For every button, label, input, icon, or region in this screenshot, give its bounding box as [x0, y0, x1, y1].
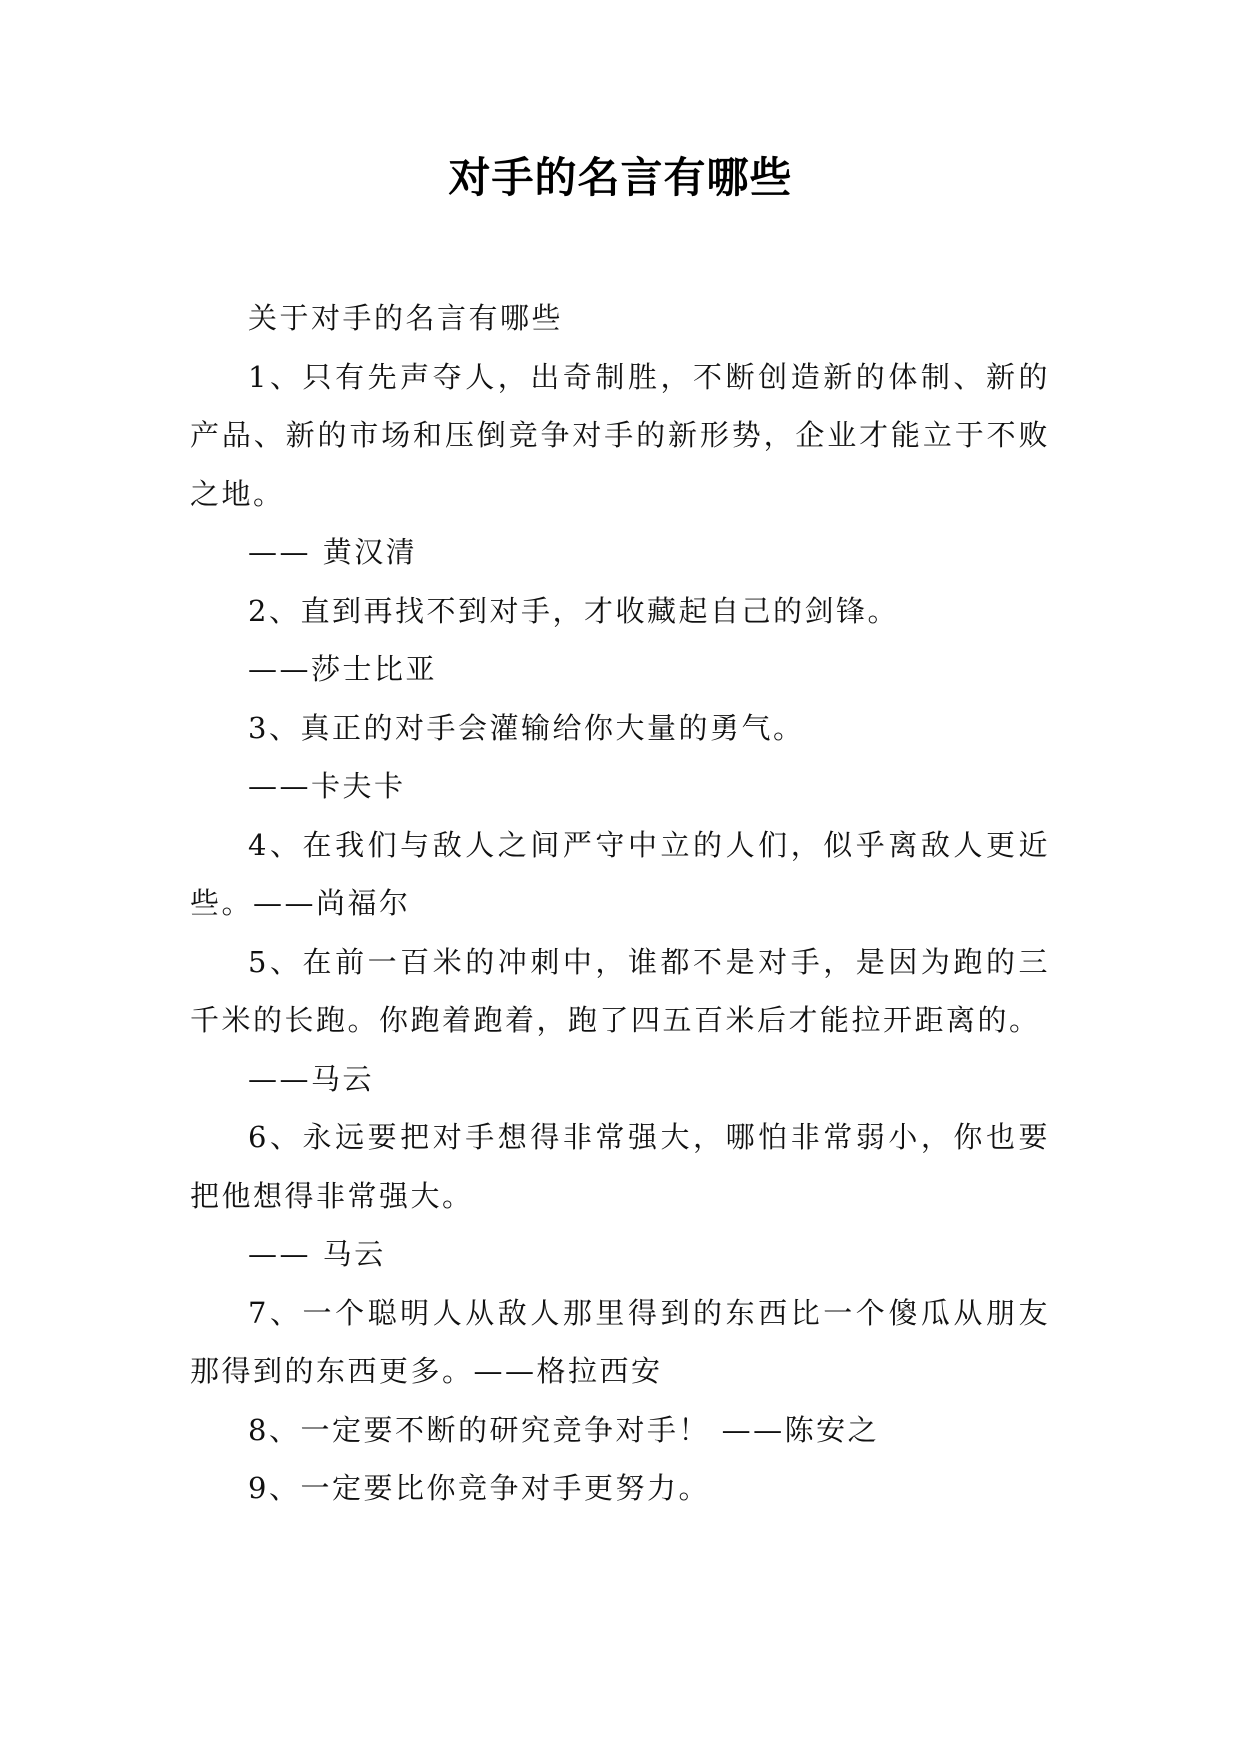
- quote-4: 4、在我们与敌人之间严守中立的人们，似乎离敌人更近些。——尚福尔: [190, 827, 1050, 920]
- document-title: 对手的名言有哪些: [448, 153, 793, 202]
- quote-3-author: ——卡夫卡: [248, 769, 406, 803]
- quote-2: 2、直到再找不到对手，才收藏起自己的剑锋。: [248, 593, 899, 628]
- paragraph-intro: 关于对手的名言有哪些: [248, 301, 564, 335]
- quote-7: 7、一个聪明人从敌人那里得到的东西比一个傻瓜从朋友那得到的东西更多。——格拉西安: [190, 1295, 1050, 1388]
- quote-1-author: —— 黄汉清: [248, 535, 418, 569]
- quote-5-author: ——马云: [248, 1061, 375, 1096]
- quote-9: 9、一定要比你竞争对手更努力。: [248, 1471, 710, 1505]
- quote-2-author: ——莎士比亚: [248, 652, 438, 686]
- quote-1: 1、只有先声夺人，出奇制胜，不断创造新的体制、新的产品、新的市场和压倒竞争对手的新形势，企业才能立于不败之地。: [190, 359, 1050, 511]
- quote-8: 8、一定要不断的研究竞争对手！ ——陈安之: [248, 1412, 880, 1447]
- quote-5: 5、在前一百米的冲刺中，谁都不是对手，是因为跑的三千米的长跑。你跑着跑着，跑了四五百米后才能拉开距离的。: [190, 944, 1050, 1037]
- quote-6-author: —— 马云: [248, 1237, 386, 1271]
- quote-3: 3、真正的对手会灌输给你大量的勇气。: [248, 710, 805, 745]
- document-body: [190, 289, 1050, 1518]
- quote-6: 6、永远要把对手想得非常强大，哪怕非常弱小，你也要把他想得非常强大。: [190, 1120, 1050, 1213]
